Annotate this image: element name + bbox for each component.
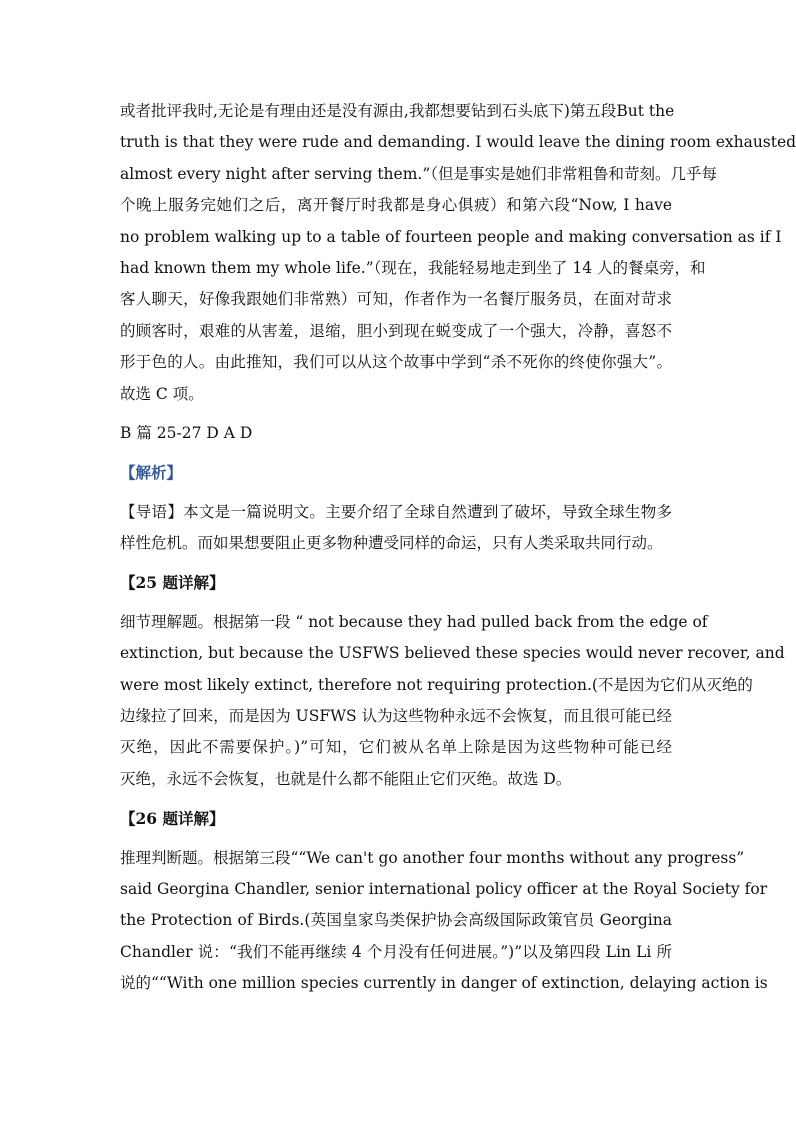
text-line: 个晚上服务完她们之后，离开餐厅时我都是身心俱疲）和第六段“Now, I have xyxy=(120,196,672,215)
text-line: 【导语】本文是一篇说明文。主要介绍了全球自然遭到了破坏，导致全球生物多 xyxy=(120,502,672,521)
text-line: truth is that they were rude and demanding. I would leave the dining room exhausted xyxy=(120,133,796,152)
document-page xyxy=(120,96,796,1000)
analysis-heading: 【解析】 xyxy=(120,463,183,483)
text-line: 故选 C 项。 xyxy=(120,384,204,403)
text-line: 客人聊天，好像我跟她们非常熟）可知，作者作为一名餐厅服务员，在面对苛求 xyxy=(120,290,672,309)
text-line: Chandler 说：“我们不能再继续 4 个月没有任何进展。”)”以及第四段 Lin Li 所 xyxy=(120,942,672,961)
guide-paragraph xyxy=(120,497,672,560)
q26-paragraph xyxy=(120,843,768,1000)
answer-line: B 篇 25-27 D A D xyxy=(120,423,253,442)
text-line: 灭绝，因此不需要保护。)”可知，它们被从名单上除是因为这些物种可能已经 xyxy=(120,738,672,757)
text-line: 或者批评我时,无论是有理由还是没有源由,我都想要钻到石头底下)第五段But the xyxy=(120,102,675,120)
text-line: 形于色的人。由此推知，我们可以从这个故事中学到“杀不死你的终使你强大”。 xyxy=(120,353,672,372)
text-line: no problem walking up to a table of fourteen people and making conversation as if I xyxy=(120,227,782,246)
text-line: almost every night after serving them.”（但是事实是她们非常粗鲁和苛刻。几乎每 xyxy=(120,164,718,183)
text-line: had known them my whole life.”（现在，我能轻易地走到坐了 14 人的餐桌旁，和 xyxy=(120,258,706,277)
text-line: 推理判断题。根据第三段““We can't go another four months without any progress” xyxy=(120,848,745,867)
q25-heading: 【25 题详解】 xyxy=(120,573,225,593)
text-line: 灭绝，永远不会恢复，也就是什么都不能阻止它们灭绝。故选 D。 xyxy=(120,769,572,788)
text-line: extinction, but because the USFWS believed these species would never recover, and xyxy=(120,644,785,663)
q26-heading: 【26 题详解】 xyxy=(120,809,225,829)
q25-paragraph xyxy=(120,607,785,795)
text-line: were most likely extinct, therefore not requiring protection.(不是因为它们从灭绝的 xyxy=(120,675,753,694)
text-line: 说的““With one million species currently in danger of extinction, delaying action is xyxy=(120,974,768,993)
text-line: the Protection of Birds.(英国皇家鸟类保护协会高级国际政策官员 Georgina xyxy=(120,911,672,930)
paragraph-continued-explanation xyxy=(120,96,796,410)
text-line: 的顾客时，艰难的从害羞，退缩，胆小到现在蜕变成了一个强大，冷静，喜怒不 xyxy=(120,321,672,340)
text-line: 样性危机。而如果想要阻止更多物种遭受同样的命运，只有人类采取共同行动。 xyxy=(120,534,663,553)
text-line: 边缘拉了回来，而是因为 USFWS 认为这些物种永远不会恢复，而且很可能已经 xyxy=(120,707,672,726)
text-line: said Georgina Chandler, senior international policy officer at the Royal Society for xyxy=(120,879,768,898)
text-line: 细节理解题。根据第一段 “ not because they had pulled back from the edge of xyxy=(120,612,708,631)
